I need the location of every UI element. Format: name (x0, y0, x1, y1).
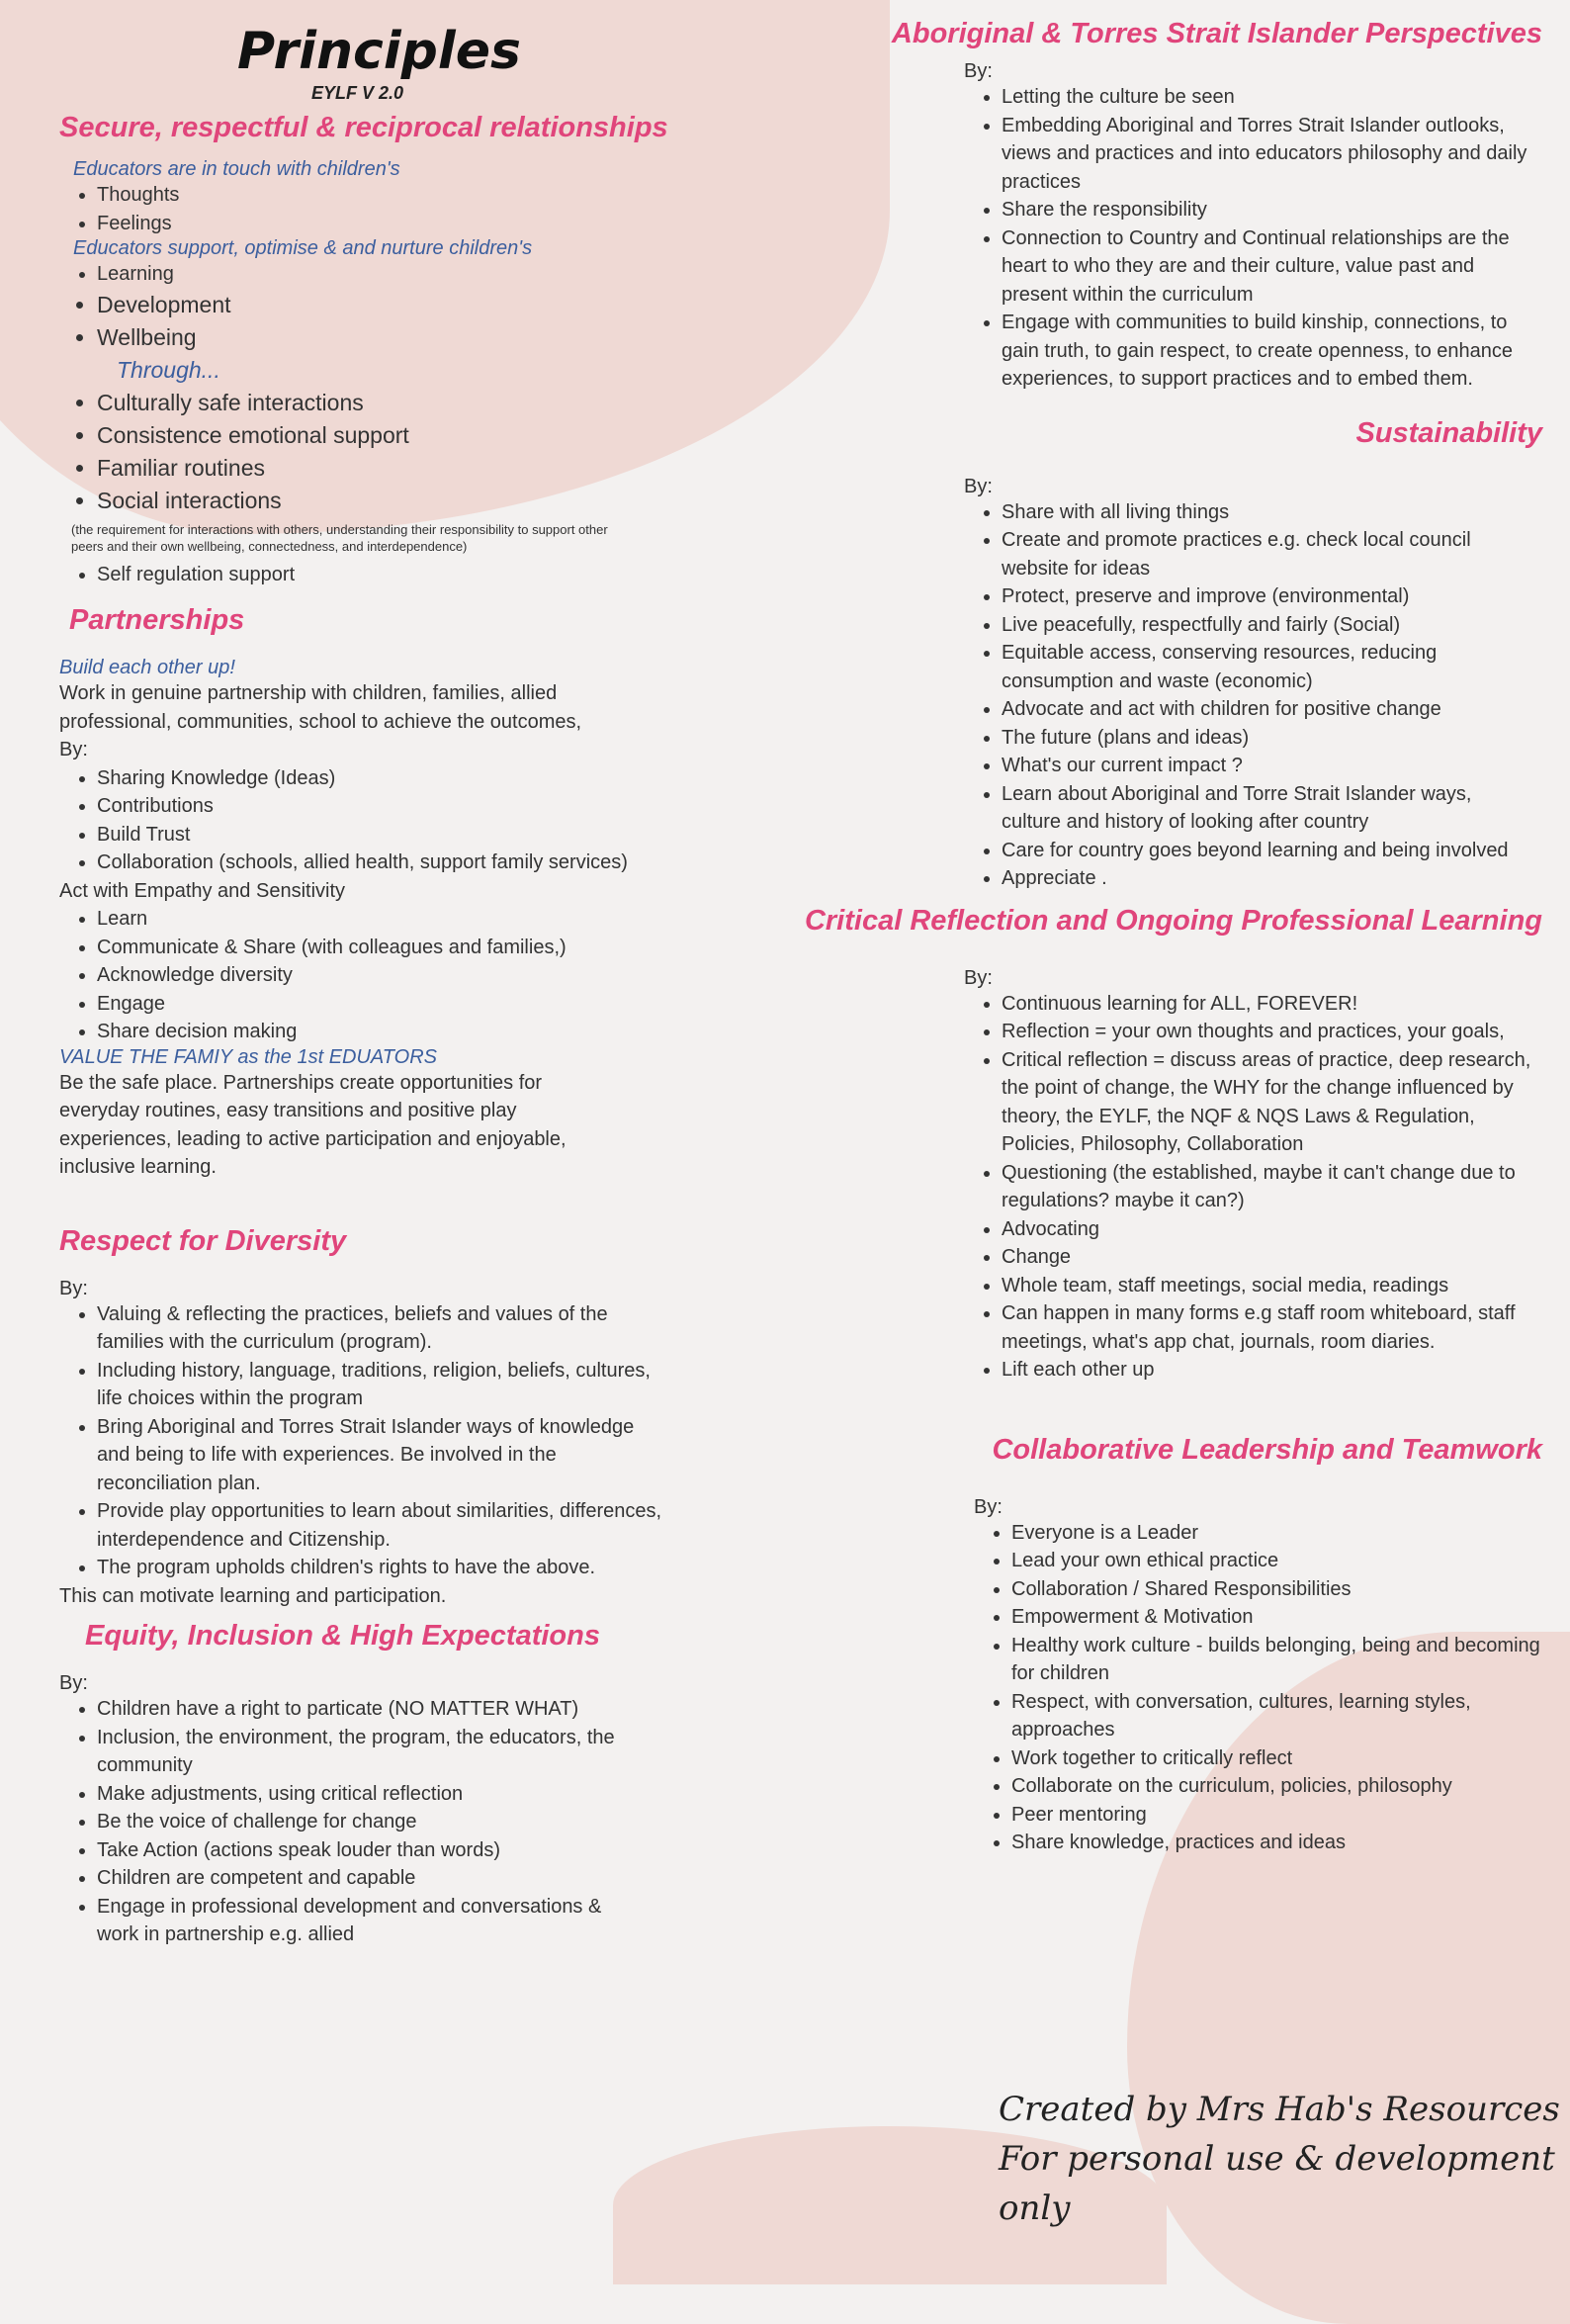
list-item: • Including history, language, traditions, religion, beliefs, cultures, life choices within the program (97, 1357, 670, 1413)
bullet-list (59, 260, 751, 289)
bullet-list (964, 990, 1535, 1385)
list-item: • Children are competent and capable (97, 1864, 631, 1893)
list-item: • Build Trust (97, 821, 631, 849)
list-item: • Embedding Aboriginal and Torres Strait Islander outlooks, views and practices and into educators philosophy and daily practices (1002, 112, 1535, 197)
through-text: Through... (117, 356, 220, 383)
list-item: • Bring Aboriginal and Torres Strait Islander ways of knowledge and being to life with experiences. Be involved in the reconciliation plan. (97, 1413, 670, 1498)
bullet-list (59, 764, 631, 877)
list-item: • Lift each other up (1002, 1356, 1535, 1385)
list-item: • Critical reflection = discuss areas of practice, deep research, the point of change, the WHY for the change influenced by theory, the EYLF, the NQF & NQS Laws & Regulation, Policies, Philosophy, Collaboration (1002, 1046, 1535, 1159)
by-label: By: (964, 475, 993, 497)
list-item: • Communicate & Share (with colleagues and families,) (97, 934, 631, 962)
section-heading: Respect for Diversity (59, 1224, 347, 1257)
intro-text: Build each other up! (59, 657, 235, 678)
list-item: • Consistence emotional support (97, 419, 751, 452)
intro-text: Educators support, optimise & and nurture children's (73, 237, 533, 259)
bullet-list (964, 83, 1535, 394)
body-text: Be the safe place. Partnerships create opportunities for everyday routines, easy transitions and positive play experiences, leading to active participation and enjoyable, inclusive learning. (59, 1071, 567, 1178)
bullet-list (59, 1300, 670, 1582)
list-item: • Provide play opportunities to learn about similarities, differences, interdependence and Citizenship. (97, 1497, 670, 1554)
list-item: • Respect, with conversation, cultures, learning styles, approaches (1011, 1688, 1565, 1744)
left-column (59, 22, 751, 1949)
list-item: • Whole team, staff meetings, social media, readings (1002, 1272, 1535, 1300)
list-item: • Share decision making (97, 1018, 631, 1046)
list-item: • What's our current impact ? (1002, 752, 1535, 780)
list-item: • Feelings (97, 210, 751, 238)
list-item: • Create and promote practices e.g. check local council website for ideas (1002, 526, 1535, 582)
by-label: By: (964, 60, 993, 82)
list-item: • Share knowledge, practices and ideas (1011, 1829, 1565, 1857)
list-item: • Empowerment & Motivation (1011, 1603, 1565, 1632)
list-item: • Advocate and act with children for positive change (1002, 695, 1535, 724)
list-item: • Equitable access, conserving resources, reducing consumption and waste (economic) (1002, 639, 1535, 695)
by-label: By: (59, 1277, 88, 1299)
list-item: • Development (97, 289, 751, 321)
list-item: • Can happen in many forms e.g staff room whiteboard, staff meetings, what's app chat, journals, room diaries. (1002, 1299, 1535, 1356)
page-title: Principles (237, 22, 521, 81)
bullet-list (964, 498, 1535, 893)
signature-line: For personal use & development only (999, 2139, 1555, 2228)
list-item: • Questioning (the established, maybe it can't change due to regulations? maybe it can?) (1002, 1159, 1535, 1215)
body-text: This can motivate learning and participation. (59, 1584, 447, 1607)
bullet-list (59, 1695, 631, 1949)
list-item: • Letting the culture be seen (1002, 83, 1535, 112)
section-heading: Secure, respectful & reciprocal relationships (59, 112, 668, 143)
section-diversity (59, 1225, 751, 1611)
list-item: • Healthy work culture - builds belonging, being and becoming for children (1011, 1632, 1565, 1688)
section-sustainability (751, 417, 1542, 893)
section-reflection (751, 905, 1542, 1385)
list-item: • Protect, preserve and improve (environmental) (1002, 582, 1535, 611)
list-item: • Valuing & reflecting the practices, beliefs and values of the families with the curriculum (program). (97, 1300, 670, 1357)
by-label: By: (964, 966, 993, 989)
note-text: (the requirement for interactions with others, understanding their responsibility to support other peers and their own wellbeing, connectedness, and interdependence) (71, 521, 608, 554)
section-heading: Collaborative Leadership and Teamwork (992, 1433, 1542, 1466)
list-item: • Familiar routines (97, 452, 751, 485)
list-item: • Make adjustments, using critical reflection (97, 1780, 631, 1809)
list-item: • Engage (97, 990, 631, 1019)
list-item: • Thoughts (97, 181, 751, 210)
section-aboriginal (751, 18, 1542, 394)
list-item: • The future (plans and ideas) (1002, 724, 1535, 753)
list-item: • Collaboration / Shared Responsibilities (1011, 1575, 1565, 1604)
list-item: • Lead your own ethical practice (1011, 1547, 1565, 1575)
section-equity (59, 1620, 751, 1949)
right-column (751, 18, 1542, 1857)
list-item: • Live peacefully, respectfully and fairly (Social) (1002, 611, 1535, 640)
list-item: • Learning (97, 260, 751, 289)
list-item: • Learn about Aboriginal and Torre Strait Islander ways, culture and history of looking after country (1002, 780, 1535, 837)
list-item: • Change (1002, 1243, 1535, 1272)
by-label: By: (974, 1495, 1003, 1518)
list-item: • Learn (97, 905, 631, 934)
list-item: • Care for country goes beyond learning and being involved (1002, 837, 1535, 865)
list-item: • Engage with communities to build kinship, connections, to gain truth, to gain respect, to create openness, to enhance experiences, to support practices and to embed them. (1002, 309, 1535, 394)
list-item: • Appreciate . (1002, 864, 1535, 893)
list-item: • Acknowledge diversity (97, 961, 631, 990)
list-item: • Social interactions (97, 485, 751, 517)
list-item: • Collaborate on the curriculum, policies, philosophy (1011, 1772, 1565, 1801)
list-item: • Work together to critically reflect (1011, 1744, 1565, 1773)
bullet-list (59, 181, 751, 237)
list-item: • Inclusion, the environment, the program, the educators, the community (97, 1724, 631, 1780)
list-item: • Peer mentoring (1011, 1801, 1565, 1830)
section-relationships (59, 112, 751, 588)
bullet-list (59, 905, 631, 1046)
list-item: • Sharing Knowledge (Ideas) (97, 764, 631, 793)
section-heading: Aboriginal & Torres Strait Islander Perspectives (891, 18, 1542, 49)
section-heading: Equity, Inclusion & High Expectations (85, 1620, 600, 1652)
signature (999, 2085, 1570, 2233)
body-text: Act with Empathy and Sensitivity (59, 879, 346, 902)
list-item: • Wellbeing (97, 321, 751, 354)
list-item: • Reflection = your own thoughts and practices, your goals, (1002, 1018, 1535, 1046)
list-item: • Collaboration (schools, allied health, support family services) (97, 849, 631, 877)
list-item: • Be the voice of challenge for change (97, 1808, 631, 1836)
list-item: • Take Action (actions speak louder than words) (97, 1836, 631, 1865)
section-partnerships (59, 604, 751, 1182)
list-item: • Share the responsibility (1002, 196, 1535, 224)
bullet-list (974, 1519, 1565, 1857)
bullet-list (59, 561, 751, 589)
section-heading: Critical Reflection and Ongoing Professional Learning (804, 904, 1542, 937)
list-item: • Children have a right to particate (NO MATTER WHAT) (97, 1695, 631, 1724)
list-item: • The program upholds children's rights to have the above. (97, 1554, 670, 1582)
list-item: • Continuous learning for ALL, FOREVER! (1002, 990, 1535, 1019)
bullet-list (59, 289, 751, 354)
list-item: • Share with all living things (1002, 498, 1535, 527)
page-subtitle: EYLF V 2.0 (311, 83, 404, 103)
list-item: • Engage in professional development and conversations & work in partnership e.g. allied (97, 1893, 631, 1949)
list-item: • Contributions (97, 792, 631, 821)
value-text: VALUE THE FAMIY as the 1st EDUATORS (59, 1045, 437, 1068)
section-heading: Sustainability (1355, 416, 1542, 449)
by-label: By: (59, 1672, 88, 1694)
intro-text: Educators are in touch with children's (73, 158, 400, 180)
signature-line: Created by Mrs Hab's Resources (999, 2090, 1560, 2129)
list-item: • Self regulation support (97, 561, 751, 589)
list-item: • Culturally safe interactions (97, 387, 751, 419)
list-item: • Advocating (1002, 1215, 1535, 1244)
section-leadership (751, 1434, 1542, 1857)
bullet-list (59, 387, 751, 517)
list-item: • Connection to Country and Continual relationships are the heart to who they are and their culture, value past and present within the curriculum (1002, 224, 1535, 310)
list-item: • Everyone is a Leader (1011, 1519, 1565, 1548)
section-heading: Partnerships (69, 604, 245, 636)
body-text: Work in genuine partnership with children, families, allied professional, communities, school to achieve the outcomes, By: (59, 682, 582, 760)
